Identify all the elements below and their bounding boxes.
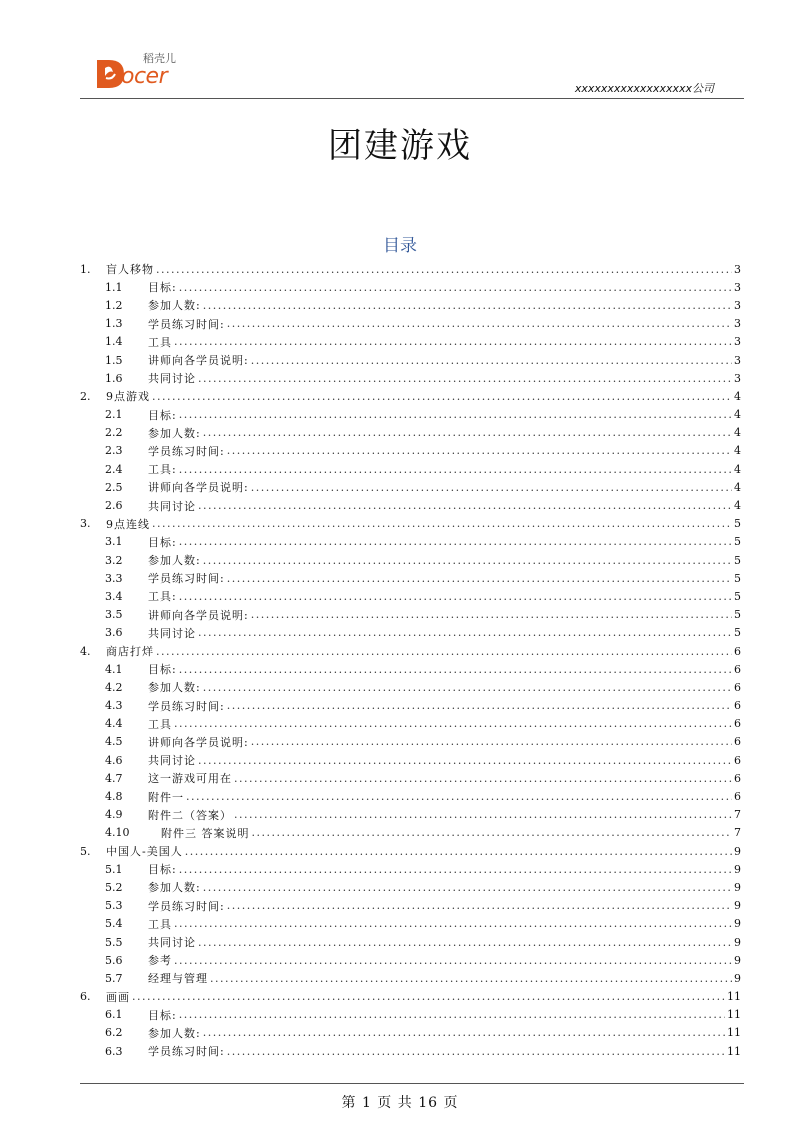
toc-entry-number: 4.9 — [105, 808, 123, 822]
toc-entry[interactable] — [80, 969, 741, 987]
toc-leader-dots — [251, 354, 732, 367]
toc-entry[interactable] — [80, 824, 741, 842]
toc-leader-dots — [152, 390, 732, 403]
toc-leader-dots — [174, 335, 732, 348]
toc-entry-page: 7 — [734, 808, 741, 822]
toc-entry-number: 5.5 — [105, 935, 123, 949]
toc-entry-page: 3 — [734, 298, 741, 312]
toc-entry-title: 参加人数: — [148, 426, 201, 440]
toc-entry[interactable] — [80, 406, 741, 424]
toc-entry-number: 5.6 — [105, 953, 123, 967]
toc-entry-number: 3.2 — [105, 553, 123, 567]
toc-entry[interactable] — [80, 442, 741, 460]
toc-leader-dots — [174, 917, 732, 930]
toc-entry[interactable] — [80, 1024, 741, 1042]
toc-entry-page: 4 — [734, 389, 741, 403]
toc-leader-dots — [198, 626, 732, 639]
toc-entry[interactable] — [80, 315, 741, 333]
toc-entry-title: 讲师向各学员说明: — [148, 735, 249, 749]
toc-leader-dots — [227, 317, 732, 330]
toc-entry-title: 目标: — [148, 408, 177, 422]
toc-leader-dots — [203, 426, 732, 439]
toc-entry[interactable] — [80, 1042, 741, 1060]
toc-entry-page: 6 — [734, 644, 741, 658]
toc-entry-title: 讲师向各学员说明: — [148, 608, 249, 622]
toc-entry-number: 1.3 — [105, 317, 123, 331]
toc-entry[interactable] — [80, 278, 741, 296]
toc-leader-dots — [210, 972, 732, 985]
toc-entry-number: 1.4 — [105, 335, 123, 349]
toc-entry-title: 参考 — [148, 954, 172, 968]
toc-entry-page: 4 — [734, 462, 741, 476]
toc-leader-dots — [203, 1026, 725, 1039]
toc-entry-page: 4 — [734, 426, 741, 440]
toc-leader-dots — [179, 1008, 725, 1021]
toc-entry-page: 9 — [734, 917, 741, 931]
toc-leader-dots — [251, 481, 732, 494]
toc-entry-page: 5 — [734, 589, 741, 603]
toc-leader-dots — [198, 936, 732, 949]
toc-entry[interactable] — [80, 660, 741, 678]
toc-leader-dots — [227, 699, 732, 712]
toc-entry-number: 5. — [80, 844, 91, 858]
toc-entry-title: 工具: — [148, 463, 177, 477]
toc-entry-number: 4.4 — [105, 717, 123, 731]
logo-cn-text: 稻壳儿 — [143, 52, 176, 65]
toc-entry-title: 学员练习时间: — [148, 899, 225, 913]
toc-entry[interactable] — [80, 333, 741, 351]
toc-entry-title: 学员练习时间: — [148, 699, 225, 713]
toc-entry-title: 参加人数: — [148, 681, 201, 695]
toc-entry[interactable] — [80, 915, 741, 933]
toc-entry-title: 目标: — [148, 1008, 177, 1022]
toc-entry-number: 4.2 — [105, 680, 123, 694]
toc-entry-title: 共同讨论 — [148, 936, 196, 950]
toc-entry-title: 讲师向各学员说明: — [148, 481, 249, 495]
toc-entry[interactable] — [80, 351, 741, 369]
toc-leader-dots — [179, 590, 732, 603]
toc-entry[interactable] — [80, 460, 741, 478]
header-rule — [80, 98, 744, 99]
toc-entry[interactable] — [80, 624, 741, 642]
toc-leader-dots — [156, 263, 732, 276]
toc-leader-dots — [179, 863, 732, 876]
docer-logo — [93, 52, 183, 94]
toc-entry-page: 9 — [734, 844, 741, 858]
toc-entry-number: 2.3 — [105, 444, 123, 458]
toc-leader-dots — [179, 408, 732, 421]
toc-entry-title: 共同讨论 — [148, 372, 196, 386]
toc-entry-page: 6 — [734, 753, 741, 767]
toc-leader-dots — [203, 681, 732, 694]
toc-entry[interactable] — [80, 533, 741, 551]
toc-entry-page: 5 — [734, 535, 741, 549]
company-name: xxxxxxxxxxxxxxxxxx公司 — [574, 82, 714, 95]
toc-entry-title: 学员练习时间: — [148, 317, 225, 331]
toc-leader-dots — [179, 281, 732, 294]
toc-entry[interactable] — [80, 678, 741, 696]
toc-leader-dots — [186, 790, 732, 803]
toc-entry-page: 9 — [734, 862, 741, 876]
toc-entry-title: 工具 — [148, 917, 172, 931]
toc-entry-page: 6 — [734, 735, 741, 749]
toc-entry-page: 4 — [734, 480, 741, 494]
toc-entry[interactable] — [80, 1006, 741, 1024]
toc-entry-number: 1.2 — [105, 298, 123, 312]
toc-entry-page: 11 — [727, 1026, 741, 1040]
toc-entry-page: 6 — [734, 699, 741, 713]
toc-entry-page: 6 — [734, 771, 741, 785]
toc-entry-title: 这一游戏可用在 — [148, 772, 232, 786]
toc-entry[interactable] — [80, 642, 741, 660]
logo-text: ocer — [121, 64, 168, 89]
toc-entry-page: 7 — [734, 826, 741, 840]
toc-entry-number: 5.2 — [105, 880, 123, 894]
toc-leader-dots — [174, 717, 732, 730]
toc-entry-number: 1.6 — [105, 371, 123, 385]
toc-entry-number: 4. — [80, 644, 91, 658]
toc-leader-dots — [234, 808, 732, 821]
toc-leader-dots — [179, 463, 732, 476]
toc-leader-dots — [156, 645, 732, 658]
toc-entry-page: 4 — [734, 444, 741, 458]
table-of-contents — [80, 260, 741, 1060]
footer-rule — [80, 1083, 744, 1084]
toc-entry-page: 4 — [734, 408, 741, 422]
toc-entry-page: 5 — [734, 571, 741, 585]
toc-entry-number: 3.1 — [105, 535, 123, 549]
toc-entry-page: 9 — [734, 935, 741, 949]
toc-leader-dots — [179, 535, 732, 548]
toc-entry[interactable] — [80, 606, 741, 624]
toc-entry[interactable] — [80, 842, 741, 860]
toc-entry-title: 目标: — [148, 663, 177, 677]
toc-entry-title: 工具 — [148, 335, 172, 349]
toc-entry-page: 3 — [734, 371, 741, 385]
toc-entry-number: 5.1 — [105, 862, 123, 876]
toc-leader-dots — [132, 990, 725, 1003]
toc-entry-page: 3 — [734, 280, 741, 294]
toc-entry-number: 3.4 — [105, 589, 123, 603]
toc-entry[interactable] — [80, 715, 741, 733]
toc-entry[interactable] — [80, 933, 741, 951]
toc-entry-number: 5.7 — [105, 971, 123, 985]
toc-entry-title: 目标: — [148, 281, 177, 295]
toc-entry-title: 共同讨论 — [148, 499, 196, 513]
toc-entry[interactable] — [80, 369, 741, 387]
document-title: 团建游戏 — [328, 126, 472, 166]
toc-entry-number: 2.6 — [105, 499, 123, 513]
toc-entry-title: 参加人数: — [148, 299, 201, 313]
toc-entry[interactable] — [80, 260, 741, 278]
toc-entry-page: 11 — [727, 1044, 741, 1058]
toc-entry-number: 6.1 — [105, 1008, 123, 1022]
toc-entry-title: 参加人数: — [148, 554, 201, 568]
toc-leader-dots — [203, 299, 732, 312]
toc-entry[interactable] — [80, 806, 741, 824]
toc-entry-page: 6 — [734, 680, 741, 694]
toc-entry-title: 工具: — [148, 590, 177, 604]
toc-entry-page: 3 — [734, 353, 741, 367]
toc-entry-number: 2. — [80, 389, 91, 403]
toc-entry-page: 5 — [734, 517, 741, 531]
toc-entry[interactable] — [80, 751, 741, 769]
toc-entry-number: 4.1 — [105, 662, 123, 676]
toc-entry-number: 4.7 — [105, 771, 123, 785]
toc-leader-dots — [227, 1045, 725, 1058]
toc-entry-page: 6 — [734, 717, 741, 731]
toc-entry-page: 6 — [734, 790, 741, 804]
toc-leader-dots — [198, 754, 732, 767]
toc-entry[interactable] — [80, 515, 741, 533]
toc-leader-dots — [198, 499, 732, 512]
toc-entry[interactable] — [80, 387, 741, 405]
toc-leader-dots — [234, 772, 732, 785]
toc-entry-title: 盲人移物 — [106, 263, 154, 277]
toc-leader-dots — [203, 881, 732, 894]
toc-entry-page: 9 — [734, 899, 741, 913]
toc-entry-title: 共同讨论 — [148, 626, 196, 640]
toc-entry-title: 中国人-美国人 — [106, 845, 183, 859]
toc-entry-number: 4.8 — [105, 790, 123, 804]
toc-entry[interactable] — [80, 988, 741, 1006]
toc-entry-number: 4.3 — [105, 699, 123, 713]
toc-entry-title: 工具 — [148, 717, 172, 731]
toc-leader-dots — [227, 572, 732, 585]
toc-entry-number: 3. — [80, 517, 91, 531]
toc-entry-number: 4.5 — [105, 735, 123, 749]
toc-entry[interactable] — [80, 569, 741, 587]
toc-entry-number: 5.4 — [105, 917, 123, 931]
toc-entry-title: 附件二（答案） — [148, 808, 232, 822]
toc-leader-dots — [198, 372, 732, 385]
toc-entry-page: 6 — [734, 662, 741, 676]
toc-entry[interactable] — [80, 951, 741, 969]
toc-entry[interactable] — [80, 878, 741, 896]
toc-entry[interactable] — [80, 551, 741, 569]
toc-entry-page: 5 — [734, 553, 741, 567]
toc-entry-number: 6.3 — [105, 1044, 123, 1058]
toc-entry-number: 4.10 — [105, 826, 130, 840]
toc-entry-number: 6.2 — [105, 1026, 123, 1040]
toc-entry-title: 9点连线 — [106, 517, 150, 531]
toc-entry[interactable] — [80, 587, 741, 605]
toc-entry[interactable] — [80, 897, 741, 915]
toc-leader-dots — [251, 735, 732, 748]
toc-leader-dots — [227, 444, 732, 457]
toc-entry-number: 2.2 — [105, 426, 123, 440]
toc-entry[interactable] — [80, 424, 741, 442]
toc-entry[interactable] — [80, 496, 741, 514]
toc-leader-dots — [179, 663, 732, 676]
toc-entry-page: 5 — [734, 608, 741, 622]
toc-entry-title: 经理与管理 — [148, 972, 208, 986]
toc-entry-title: 画画 — [106, 990, 130, 1004]
toc-entry-page: 11 — [727, 1008, 741, 1022]
page-footer: 第 1 页 共 16 页 — [341, 1095, 459, 1111]
toc-leader-dots — [174, 954, 732, 967]
toc-entry-title: 参加人数: — [148, 881, 201, 895]
toc-entry-page: 3 — [734, 335, 741, 349]
toc-entry-number: 2.4 — [105, 462, 123, 476]
toc-entry-title: 学员练习时间: — [148, 572, 225, 586]
toc-entry-title: 商店打烊 — [106, 645, 154, 659]
toc-entry-title: 学员练习时间: — [148, 444, 225, 458]
toc-leader-dots — [227, 899, 732, 912]
toc-entry-title: 目标: — [148, 863, 177, 877]
toc-entry[interactable] — [80, 787, 741, 805]
toc-entry[interactable] — [80, 478, 741, 496]
toc-entry[interactable] — [80, 733, 741, 751]
toc-entry-number: 1.5 — [105, 353, 123, 367]
toc-leader-dots — [252, 826, 733, 839]
toc-entry-page: 3 — [734, 262, 741, 276]
toc-entry-number: 1.1 — [105, 280, 123, 294]
toc-entry-number: 6. — [80, 990, 91, 1004]
toc-entry-page: 9 — [734, 971, 741, 985]
toc-entry-number: 2.1 — [105, 408, 123, 422]
toc-entry-number: 3.5 — [105, 608, 123, 622]
toc-entry-number: 4.6 — [105, 753, 123, 767]
toc-entry-page: 3 — [734, 317, 741, 331]
toc-entry-number: 3.3 — [105, 571, 123, 585]
toc-entry-title: 学员练习时间: — [148, 1045, 225, 1059]
toc-entry[interactable] — [80, 769, 741, 787]
toc-entry-title: 9点游戏 — [106, 390, 150, 404]
toc-entry-title: 讲师向各学员说明: — [148, 354, 249, 368]
toc-entry-number: 5.3 — [105, 899, 123, 913]
toc-entry-title: 参加人数: — [148, 1026, 201, 1040]
toc-entry-page: 4 — [734, 499, 741, 513]
toc-leader-dots — [251, 608, 732, 621]
toc-entry-page: 11 — [727, 990, 741, 1004]
toc-entry-number: 3.6 — [105, 626, 123, 640]
toc-entry-title: 附件三 答案说明 — [161, 826, 250, 840]
toc-entry-title: 目标: — [148, 535, 177, 549]
toc-entry[interactable] — [80, 697, 741, 715]
toc-entry-page: 9 — [734, 953, 741, 967]
toc-entry-page: 5 — [734, 626, 741, 640]
toc-entry[interactable] — [80, 296, 741, 314]
toc-leader-dots — [152, 517, 732, 530]
toc-entry-title: 附件一 — [148, 790, 184, 804]
toc-entry-number: 2.5 — [105, 480, 123, 494]
toc-heading: 目录 — [383, 236, 417, 256]
toc-entry-page: 9 — [734, 880, 741, 894]
toc-leader-dots — [185, 845, 732, 858]
toc-entry-title: 共同讨论 — [148, 754, 196, 768]
toc-entry-number: 1. — [80, 262, 91, 276]
toc-leader-dots — [203, 554, 732, 567]
toc-entry[interactable] — [80, 860, 741, 878]
